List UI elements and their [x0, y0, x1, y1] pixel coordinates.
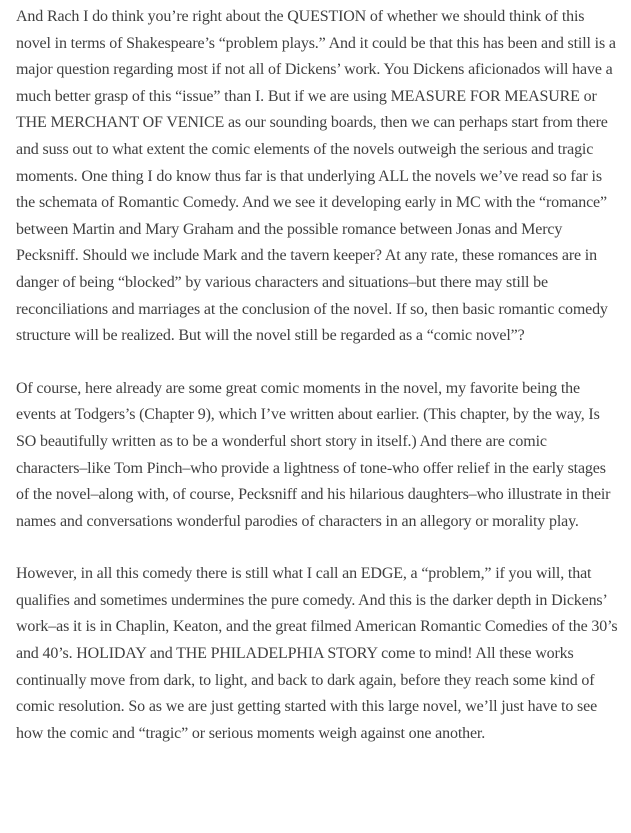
paragraph-edge-problem: However, in all this comedy there is still what I call an EDGE, a “problem,” if you will, that qualifies and sometimes undermines the pure comedy. And this is the darker depth in Dickens’ work–as it is in Chaplin, Keaton, and the great filmed American Romantic Comedies of the 30’s and 40’s. HOLIDAY and THE PHILADELPHIA STORY come to mind! All these works continually move from dark, to light, and back to dark again, before they reach some kind of comic resolution. So as we are just getting started with this large novel, we’ll just have to see how the comic and “tragic” or serious moments weigh against one another.: [16, 565, 618, 742]
paragraph-comic-moments: Of course, here already are some great comic moments in the novel, my favorite being the events at Todgers’s (Chapter 9), which I’ve written about earlier. (This chapter, by the way, Is SO beautifully written as to be a wonderful short story in itself.) And there are comic characters–like Tom Pinch–who provide a lightness of tone-who offer relief in the early stages of the novel–along with, of course, Pecksniff and his hilarious daughters–who illustrate in their names and conversations wonderful parodies of characters in an allegory or morality play.: [16, 379, 611, 530]
paragraph-romantic-comedy: And Rach I do think you’re right about the QUESTION of whether we should think of this novel in terms of Shakespeare’s “problem plays.” And it could be that this has been and still is a major question regarding most if not all of Dickens’ work. You Dickens aficionados will have a much better grasp of this “issue” than I. But if we are using MEASURE FOR MEASURE or THE MERCHANT OF VENICE as our sounding boards, then we can perhaps start from there and suss out to what extent the comic elements of the novels outweigh the serious and tragic moments. One thing I do know thus far is that underlying ALL the novels we’ve read so far is the schemata of Romantic Comedy. And we see it developing early in MC with the “romance” between Martin and Mary Graham and the possible romance between Jonas and Mercy Pecksniff. Should we include Mark and the tavern keeper? At any rate, these romances are in danger of being “blocked” by various characters and situations–but there may still be reconciliations and marriages at the conclusion of the novel. If so, then basic romantic comedy structure will be realized. But will the novel still be regarded as a “comic novel”?: [16, 8, 616, 345]
